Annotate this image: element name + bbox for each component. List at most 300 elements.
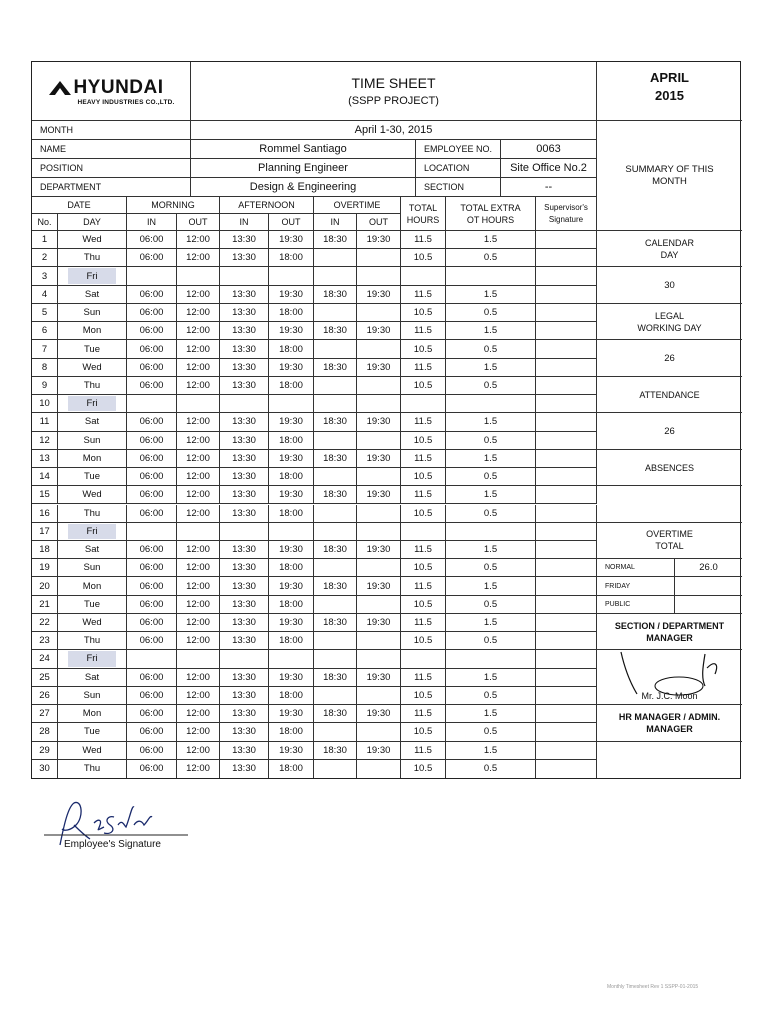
row-extra-cell: 0.5	[446, 505, 536, 523]
hr-manager-label: HR MANAGER / ADMIN. MANAGER	[618, 711, 721, 734]
row-a_out-cell: 18:00	[269, 377, 314, 395]
row-total-cell: 11.5	[401, 742, 446, 760]
row-day-cell: Sun	[58, 432, 127, 450]
row-a_out-cell: 18:00	[269, 687, 314, 705]
location-label: LOCATION	[416, 159, 501, 178]
absences-label: ABSENCES	[644, 462, 695, 473]
row-m_out-cell: 12:00	[177, 577, 220, 595]
row-supervisor-signature-cell	[536, 486, 597, 504]
hr-manager-label-cell	[597, 705, 742, 741]
row-o_out-cell: 19:30	[357, 577, 401, 595]
row-o_in-cell: 18:30	[314, 705, 357, 723]
row-day-cell: Tue	[58, 468, 127, 486]
row-a_in-cell: 13:30	[220, 596, 269, 614]
row-o_out-cell	[357, 760, 401, 778]
row-a_out-cell	[269, 267, 314, 285]
row-day-cell	[58, 395, 127, 413]
public-overtime-value	[675, 596, 742, 614]
row-day-cell: Sun	[58, 559, 127, 577]
col-sub-in-header: IN	[127, 214, 177, 231]
row-total-cell: 10.5	[401, 377, 446, 395]
row-m_in-cell: 06:00	[127, 541, 177, 559]
row-m_in-cell: 06:00	[127, 231, 177, 249]
row-total-cell: 10.5	[401, 468, 446, 486]
logo-name: HYUNDAI	[73, 76, 164, 98]
row-o_in-cell: 18:30	[314, 669, 357, 687]
row-a_out-cell: 18:00	[269, 468, 314, 486]
row-o_in-cell: 18:30	[314, 359, 357, 377]
row-a_in-cell: 13:30	[220, 687, 269, 705]
row-day-cell: Tue	[58, 596, 127, 614]
row-supervisor-signature-cell	[536, 687, 597, 705]
row-o_in-cell	[314, 468, 357, 486]
row-total-cell: 10.5	[401, 304, 446, 322]
row-extra-cell: 1.5	[446, 669, 536, 687]
row-total-cell: 10.5	[401, 559, 446, 577]
row-extra-cell	[446, 523, 536, 541]
row-a_in-cell: 13:30	[220, 541, 269, 559]
row-m_in-cell: 06:00	[127, 286, 177, 304]
row-m_out-cell: 12:00	[177, 669, 220, 687]
row-extra-cell: 1.5	[446, 231, 536, 249]
row-total-cell: 10.5	[401, 432, 446, 450]
row-no-cell: 30	[32, 760, 58, 778]
summary-title-cell	[597, 121, 742, 231]
row-a_in-cell: 13:30	[220, 304, 269, 322]
row-m_in-cell	[127, 523, 177, 541]
row-total-cell	[401, 523, 446, 541]
row-total-cell: 11.5	[401, 705, 446, 723]
row-no-cell: 12	[32, 432, 58, 450]
row-a_in-cell	[220, 267, 269, 285]
row-m_out-cell: 12:00	[177, 705, 220, 723]
row-no-cell: 16	[32, 505, 58, 523]
row-m_out-cell: 12:00	[177, 541, 220, 559]
row-o_out-cell: 19:30	[357, 486, 401, 504]
row-m_in-cell: 06:00	[127, 723, 177, 741]
normal-overtime-label: NORMAL	[597, 559, 675, 577]
row-a_out-cell: 19:30	[269, 614, 314, 632]
row-a_in-cell: 13:30	[220, 632, 269, 650]
row-day-cell: Wed	[58, 614, 127, 632]
absences-label-cell	[597, 450, 742, 486]
row-supervisor-signature-cell	[536, 505, 597, 523]
row-a_in-cell: 13:30	[220, 669, 269, 687]
row-m_out-cell: 12:00	[177, 742, 220, 760]
row-extra-cell: 1.5	[446, 705, 536, 723]
row-extra-cell	[446, 650, 536, 668]
row-total-cell	[401, 395, 446, 413]
row-supervisor-signature-cell	[536, 450, 597, 468]
row-extra-cell: 0.5	[446, 760, 536, 778]
row-m_out-cell: 12:00	[177, 632, 220, 650]
month-year-cell	[597, 62, 742, 121]
row-a_out-cell: 19:30	[269, 705, 314, 723]
row-m_in-cell: 06:00	[127, 340, 177, 358]
row-no-cell: 10	[32, 395, 58, 413]
row-o_in-cell: 18:30	[314, 231, 357, 249]
row-supervisor-signature-cell	[536, 541, 597, 559]
row-day-cell: Mon	[58, 322, 127, 340]
row-supervisor-signature-cell	[536, 322, 597, 340]
row-a_in-cell: 13:30	[220, 723, 269, 741]
row-m_out-cell: 12:00	[177, 249, 220, 267]
row-supervisor-signature-cell	[536, 742, 597, 760]
row-no-cell: 2	[32, 249, 58, 267]
row-a_out-cell: 19:30	[269, 486, 314, 504]
absences-value-cell	[597, 486, 742, 522]
row-extra-cell: 0.5	[446, 377, 536, 395]
calendar-day-label: CALENDAR DAY	[644, 237, 694, 260]
row-supervisor-signature-cell	[536, 231, 597, 249]
friday-highlight: Fri	[68, 524, 116, 539]
row-total-cell: 10.5	[401, 760, 446, 778]
row-no-cell: 24	[32, 650, 58, 668]
row-a_in-cell: 13:30	[220, 760, 269, 778]
row-supervisor-signature-cell	[536, 669, 597, 687]
legal-working-day-value: 26	[664, 352, 675, 364]
row-a_in-cell: 13:30	[220, 742, 269, 760]
row-a_in-cell: 13:30	[220, 340, 269, 358]
row-day-cell	[58, 650, 127, 668]
col-total-extra-header: TOTAL EXTRA OT HOURS	[446, 197, 536, 231]
row-m_in-cell	[127, 395, 177, 413]
col-sub-no-header: No.	[32, 214, 58, 231]
row-no-cell: 29	[32, 742, 58, 760]
row-extra-cell	[446, 267, 536, 285]
row-o_in-cell: 18:30	[314, 286, 357, 304]
calendar-day-label-cell	[597, 231, 742, 267]
row-no-cell: 5	[32, 304, 58, 322]
row-a_out-cell: 19:30	[269, 450, 314, 468]
row-day-cell: Wed	[58, 231, 127, 249]
row-a_out-cell: 18:00	[269, 432, 314, 450]
row-day-cell: Mon	[58, 705, 127, 723]
department-value: Design & Engineering	[191, 178, 416, 197]
row-o_in-cell: 18:30	[314, 577, 357, 595]
attendance-label-cell	[597, 377, 742, 413]
row-a_in-cell: 13:30	[220, 432, 269, 450]
row-total-cell: 10.5	[401, 723, 446, 741]
row-total-cell: 11.5	[401, 614, 446, 632]
row-a_in-cell: 13:30	[220, 559, 269, 577]
row-o_out-cell	[357, 523, 401, 541]
row-supervisor-signature-cell	[536, 377, 597, 395]
row-o_out-cell: 19:30	[357, 286, 401, 304]
row-supervisor-signature-cell	[536, 760, 597, 778]
row-m_out-cell	[177, 395, 220, 413]
row-supervisor-signature-cell	[536, 559, 597, 577]
name-value: Rommel Santiago	[191, 140, 416, 159]
legal-working-day-value-cell	[597, 340, 742, 376]
manager-name: Mr. J.C. Moon	[641, 691, 698, 702]
position-value: Planning Engineer	[191, 159, 416, 178]
row-m_in-cell: 06:00	[127, 468, 177, 486]
row-o_out-cell: 19:30	[357, 413, 401, 431]
row-supervisor-signature-cell	[536, 632, 597, 650]
employee-signature-label: Employee's Signature	[64, 839, 161, 850]
row-extra-cell: 0.5	[446, 687, 536, 705]
row-no-cell: 1	[32, 231, 58, 249]
form-note: Monthly Timesheet Rev 1 SSPP-01-2015	[607, 984, 699, 990]
attendance-label: ATTENDANCE	[639, 389, 700, 400]
position-label: POSITION	[32, 159, 191, 178]
row-no-cell: 6	[32, 322, 58, 340]
col-sub-in-header: IN	[220, 214, 269, 231]
row-o_in-cell	[314, 505, 357, 523]
row-o_in-cell	[314, 687, 357, 705]
row-no-cell: 15	[32, 486, 58, 504]
row-total-cell: 11.5	[401, 541, 446, 559]
row-m_in-cell: 06:00	[127, 742, 177, 760]
row-o_out-cell: 19:30	[357, 742, 401, 760]
row-a_in-cell: 13:30	[220, 614, 269, 632]
row-o_out-cell	[357, 559, 401, 577]
row-a_out-cell	[269, 650, 314, 668]
row-extra-cell	[446, 395, 536, 413]
row-no-cell: 27	[32, 705, 58, 723]
row-m_out-cell: 12:00	[177, 322, 220, 340]
row-supervisor-signature-cell	[536, 286, 597, 304]
row-a_in-cell	[220, 650, 269, 668]
row-o_in-cell: 18:30	[314, 322, 357, 340]
row-a_out-cell: 19:30	[269, 742, 314, 760]
row-total-cell: 10.5	[401, 596, 446, 614]
row-no-cell: 9	[32, 377, 58, 395]
row-m_out-cell	[177, 267, 220, 285]
row-o_out-cell: 19:30	[357, 705, 401, 723]
row-a_out-cell: 19:30	[269, 231, 314, 249]
row-a_out-cell: 18:00	[269, 559, 314, 577]
row-a_out-cell: 18:00	[269, 632, 314, 650]
row-total-cell: 11.5	[401, 286, 446, 304]
row-a_out-cell: 19:30	[269, 359, 314, 377]
manager-signature-cell	[597, 650, 742, 705]
row-o_out-cell	[357, 505, 401, 523]
row-m_out-cell	[177, 523, 220, 541]
row-o_out-cell	[357, 596, 401, 614]
row-a_out-cell: 19:30	[269, 669, 314, 687]
row-m_out-cell: 12:00	[177, 760, 220, 778]
row-day-cell: Thu	[58, 377, 127, 395]
row-total-cell: 10.5	[401, 249, 446, 267]
row-o_in-cell	[314, 596, 357, 614]
attendance-value-cell	[597, 413, 742, 449]
row-o_out-cell: 19:30	[357, 669, 401, 687]
row-total-cell	[401, 650, 446, 668]
time-sheet	[31, 61, 741, 779]
row-m_out-cell: 12:00	[177, 231, 220, 249]
row-day-cell: Sat	[58, 541, 127, 559]
row-a_in-cell: 13:30	[220, 413, 269, 431]
row-m_in-cell: 06:00	[127, 249, 177, 267]
row-a_out-cell: 19:30	[269, 286, 314, 304]
row-extra-cell: 1.5	[446, 413, 536, 431]
row-o_in-cell: 18:30	[314, 413, 357, 431]
row-m_in-cell	[127, 650, 177, 668]
row-a_in-cell	[220, 395, 269, 413]
row-a_out-cell: 18:00	[269, 505, 314, 523]
row-day-cell: Thu	[58, 632, 127, 650]
col-afternoon-header: AFTERNOON	[220, 197, 314, 214]
row-o_in-cell	[314, 340, 357, 358]
row-o_out-cell	[357, 377, 401, 395]
row-a_in-cell: 13:30	[220, 377, 269, 395]
section-label: SECTION	[416, 178, 501, 197]
row-o_in-cell	[314, 760, 357, 778]
friday-highlight: Fri	[68, 396, 116, 411]
row-day-cell: Sun	[58, 304, 127, 322]
row-total-cell: 11.5	[401, 322, 446, 340]
col-sub-in-header: IN	[314, 214, 357, 231]
row-day-cell: Wed	[58, 359, 127, 377]
friday-highlight: Fri	[68, 268, 116, 283]
row-o_in-cell	[314, 249, 357, 267]
month-value: April 1-30, 2015	[191, 121, 597, 140]
row-supervisor-signature-cell	[536, 359, 597, 377]
employee-no-value: 0063	[501, 140, 597, 159]
title-cell	[191, 62, 597, 121]
row-a_in-cell: 13:30	[220, 577, 269, 595]
summary-title: SUMMARY OF THIS MONTH	[625, 163, 714, 187]
row-day-cell: Sun	[58, 687, 127, 705]
row-a_in-cell	[220, 523, 269, 541]
row-m_in-cell: 06:00	[127, 304, 177, 322]
row-m_out-cell	[177, 650, 220, 668]
row-m_out-cell: 12:00	[177, 286, 220, 304]
row-no-cell: 18	[32, 541, 58, 559]
row-day-cell: Tue	[58, 723, 127, 741]
row-no-cell: 13	[32, 450, 58, 468]
row-a_in-cell: 13:30	[220, 486, 269, 504]
row-no-cell: 8	[32, 359, 58, 377]
row-day-cell	[58, 523, 127, 541]
row-extra-cell: 1.5	[446, 577, 536, 595]
row-extra-cell: 0.5	[446, 468, 536, 486]
row-o_out-cell: 19:30	[357, 614, 401, 632]
row-a_out-cell: 18:00	[269, 760, 314, 778]
row-o_out-cell	[357, 395, 401, 413]
row-o_in-cell	[314, 304, 357, 322]
row-total-cell: 11.5	[401, 669, 446, 687]
row-o_in-cell	[314, 632, 357, 650]
col-morning-header: MORNING	[127, 197, 220, 214]
row-day-cell: Sat	[58, 286, 127, 304]
row-day-cell: Mon	[58, 577, 127, 595]
row-a_in-cell: 13:30	[220, 286, 269, 304]
row-o_out-cell	[357, 267, 401, 285]
row-extra-cell: 1.5	[446, 286, 536, 304]
employee-no-label: EMPLOYEE NO.	[416, 140, 501, 159]
row-no-cell: 11	[32, 413, 58, 431]
row-o_in-cell	[314, 650, 357, 668]
row-o_in-cell	[314, 267, 357, 285]
row-o_in-cell: 18:30	[314, 541, 357, 559]
col-sub-day-header: DAY	[58, 214, 127, 231]
row-extra-cell: 1.5	[446, 450, 536, 468]
row-m_out-cell: 12:00	[177, 614, 220, 632]
row-m_in-cell: 06:00	[127, 359, 177, 377]
row-a_out-cell: 18:00	[269, 249, 314, 267]
row-a_out-cell: 19:30	[269, 577, 314, 595]
row-m_out-cell: 12:00	[177, 359, 220, 377]
overtime-total-label-cell	[597, 523, 742, 559]
row-extra-cell: 0.5	[446, 304, 536, 322]
row-o_out-cell: 19:30	[357, 231, 401, 249]
row-no-cell: 7	[32, 340, 58, 358]
row-extra-cell: 0.5	[446, 340, 536, 358]
row-day-cell: Wed	[58, 486, 127, 504]
col-sub-out-header: OUT	[269, 214, 314, 231]
row-supervisor-signature-cell	[536, 577, 597, 595]
logo-triangle-icon	[47, 80, 73, 96]
row-o_out-cell: 19:30	[357, 541, 401, 559]
row-a_out-cell: 19:30	[269, 413, 314, 431]
row-day-cell: Sat	[58, 413, 127, 431]
row-extra-cell: 0.5	[446, 723, 536, 741]
legal-working-day-label-cell	[597, 304, 742, 340]
row-extra-cell: 1.5	[446, 742, 536, 760]
row-day-cell: Wed	[58, 742, 127, 760]
row-a_out-cell	[269, 523, 314, 541]
logo-subtitle: HEAVY INDUSTRIES CO.,LTD.	[77, 98, 175, 106]
row-m_in-cell: 06:00	[127, 322, 177, 340]
row-extra-cell: 0.5	[446, 249, 536, 267]
row-o_in-cell	[314, 395, 357, 413]
friday-overtime-value	[675, 577, 742, 595]
row-no-cell: 21	[32, 596, 58, 614]
col-overtime-header: OVERTIME	[314, 197, 401, 214]
row-supervisor-signature-cell	[536, 249, 597, 267]
col-date-header: DATE	[32, 197, 127, 214]
col-sub-out-header: OUT	[357, 214, 401, 231]
row-m_in-cell: 06:00	[127, 687, 177, 705]
row-total-cell: 10.5	[401, 687, 446, 705]
row-m_in-cell: 06:00	[127, 450, 177, 468]
row-m_out-cell: 12:00	[177, 468, 220, 486]
row-extra-cell: 1.5	[446, 322, 536, 340]
calendar-day-value-cell	[597, 267, 742, 303]
row-total-cell: 10.5	[401, 340, 446, 358]
row-m_out-cell: 12:00	[177, 340, 220, 358]
row-o_out-cell	[357, 650, 401, 668]
row-a_in-cell: 13:30	[220, 450, 269, 468]
row-no-cell: 4	[32, 286, 58, 304]
row-a_out-cell	[269, 395, 314, 413]
row-o_in-cell	[314, 377, 357, 395]
sheet-subtitle: (SSPP PROJECT)	[348, 95, 439, 107]
row-total-cell: 11.5	[401, 486, 446, 504]
friday-overtime-label: FRIDAY	[597, 577, 675, 595]
row-a_in-cell: 13:30	[220, 705, 269, 723]
row-day-cell: Tue	[58, 340, 127, 358]
col-sub-out-header: OUT	[177, 214, 220, 231]
row-day-cell: Thu	[58, 249, 127, 267]
row-no-cell: 26	[32, 687, 58, 705]
row-m_out-cell: 12:00	[177, 432, 220, 450]
row-extra-cell: 1.5	[446, 359, 536, 377]
row-extra-cell: 0.5	[446, 596, 536, 614]
row-supervisor-signature-cell	[536, 340, 597, 358]
row-total-cell: 11.5	[401, 577, 446, 595]
normal-overtime-value: 26.0	[675, 559, 742, 577]
row-a_in-cell: 13:30	[220, 322, 269, 340]
row-m_in-cell	[127, 267, 177, 285]
calendar-day-value: 30	[664, 279, 675, 291]
row-no-cell: 25	[32, 669, 58, 687]
row-o_out-cell: 19:30	[357, 450, 401, 468]
row-supervisor-signature-cell	[536, 468, 597, 486]
